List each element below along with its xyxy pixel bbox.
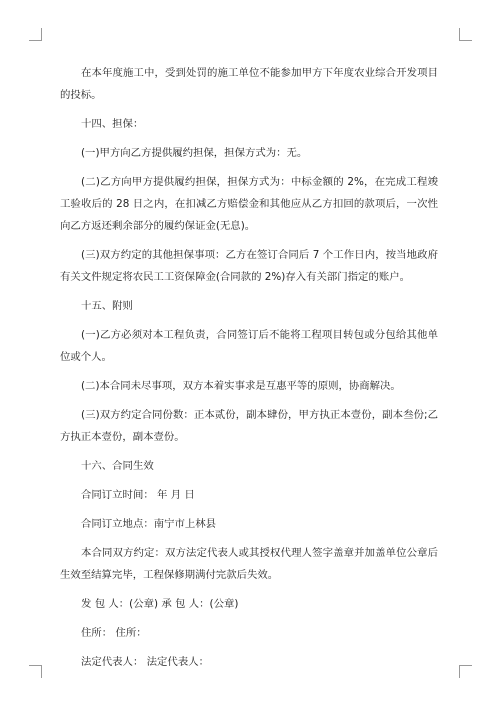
paragraph-guarantee-party-a: (一)甲方向乙方提供履约担保，担保方式为：无。 [81, 147, 308, 159]
heading-effectiveness: 十六、合同生效 [81, 460, 154, 472]
paragraph-guarantee-party-b: (二)乙方向甲方提供履约担保，担保方式为：中标金额的 2%，在完成工程竣工验收后的 28 日之内，在扣减乙方赔偿金和其他应从乙方扣回的款项后，一次性向乙方返还剩余部分的履约保证金(无息)。 [60, 176, 438, 232]
paragraph-tender-restriction: 在本年度施工中，受到处罚的施工单位不能参加甲方下年度农业综合开发项目的投标。 [60, 67, 438, 101]
crop-mark-bottom-left [29, 665, 42, 678]
crop-mark-top-left [29, 28, 42, 41]
paragraph-no-subcontract: (一)乙方必须对本工程负责，合同签订后不能将工程项目转包或分包给其他单位或个人。 [60, 329, 438, 363]
document-body [60, 62, 438, 680]
paragraph-contract-copies: (三)双方约定合同份数：正本贰份，副本肆份，甲方执正本壹份，副本叁份;乙方执正本壹份，副本壹份。 [60, 409, 438, 443]
paragraph-unresolved-matters: (二)本合同未尽事项，双方本着实事求是互惠平等的原则，协商解决。 [81, 380, 401, 392]
heading-guarantee: 十四、担保： [81, 118, 144, 130]
crop-mark-bottom-right [459, 665, 472, 678]
paragraph-parties-seal: 发 包 人：(公章) 承 包 人：(公章) [81, 598, 239, 610]
paragraph-guarantee-other: (三)双方约定的其他担保事项：乙方在签订合同后 7 个工作日内，按当地政府有关文件规定将农民工工资保障金(合同款的 2%)存入有关部门指定的账户。 [60, 249, 438, 283]
paragraph-signing-place: 合同订立地点：南宁市上林县 [81, 518, 217, 530]
paragraph-signing-date: 合同订立时间： 年 月 日 [81, 489, 195, 501]
crop-mark-top-right [459, 28, 472, 41]
paragraph-legal-representative: 法定代表人： 法定代表人： [81, 656, 209, 668]
paragraph-effective-terms: 本合同双方约定：双方法定代表人或其授权代理人签字盖章并加盖单位公章后生效至结算完毕，工程保修期满付完款后失效。 [60, 547, 438, 581]
paragraph-address: 住所： 住所： [81, 627, 147, 639]
heading-supplementary: 十五、附则 [81, 300, 133, 312]
